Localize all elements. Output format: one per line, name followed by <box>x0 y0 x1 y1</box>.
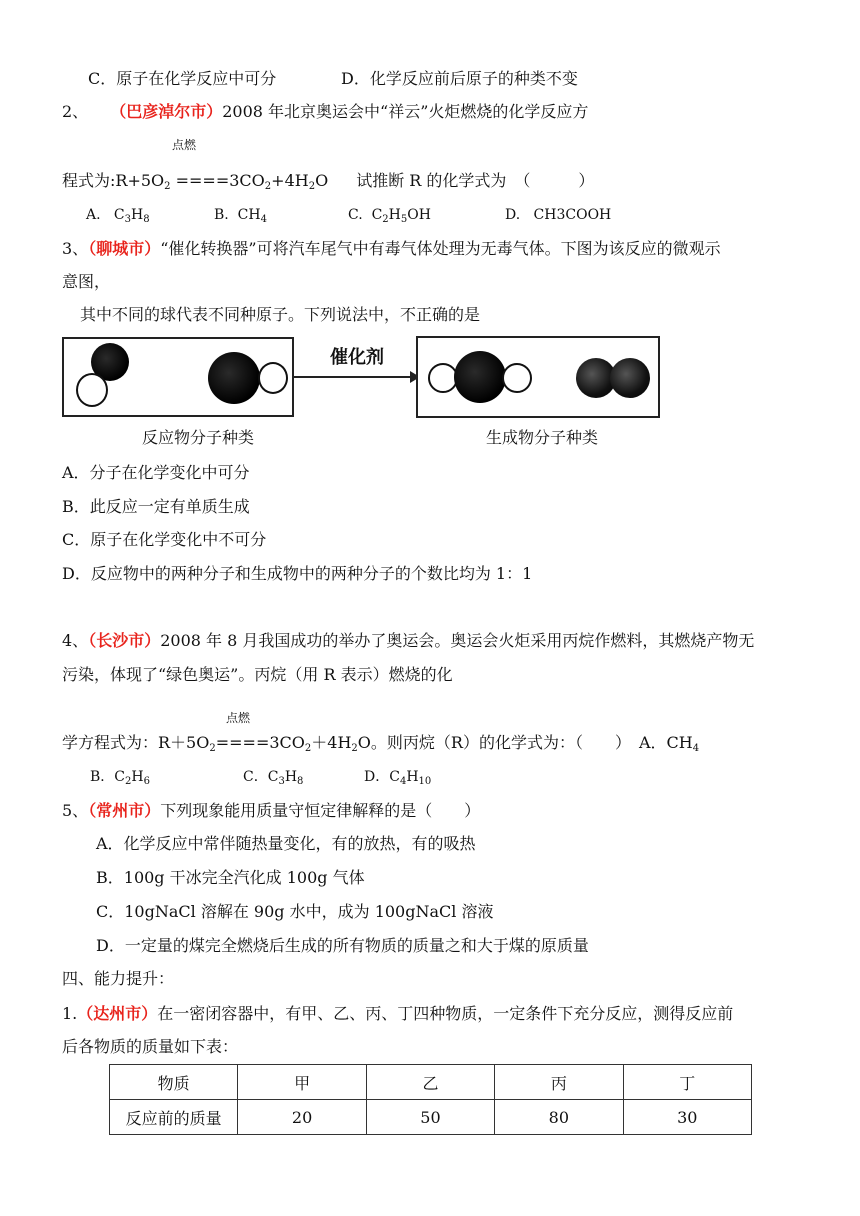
q2-eq-sub: 2 <box>308 181 316 192</box>
reactant-caption: 反应物分子种类 <box>142 428 255 447</box>
table-cell: 50 <box>366 1100 494 1135</box>
white-atom <box>258 362 288 394</box>
product-caption: 生成物分子种类 <box>486 428 599 447</box>
q2-option-d: D. CH3COOH <box>505 207 612 223</box>
dark-atom <box>454 351 506 403</box>
q3-option-b: B．此反应一定有单质生成 <box>62 497 250 516</box>
q3-text: “催化转换器”可将汽车尾气中有毒气体处理为无毒气体。下图为该反应的微观示 <box>160 239 721 258</box>
section-heading: 四、能力提升： <box>62 969 175 988</box>
product-box <box>416 336 660 418</box>
p1-number: 1. <box>62 1004 78 1023</box>
dark-atom <box>208 352 260 404</box>
table-cell: 物质 <box>110 1065 238 1100</box>
q3-stem-3: 其中不同的球代表不同种原子。下列说法中，不正确的是 <box>80 305 481 324</box>
table-header-row <box>110 1065 752 1100</box>
q4-option-c: C．$C_3H_8$ <box>243 769 304 787</box>
reactant-box <box>62 337 294 417</box>
q1-option-c: C．原子在化学反应中可分 <box>88 69 277 88</box>
q5-stem <box>62 800 480 822</box>
p1-stem-2: 后各物质的质量如下表： <box>62 1037 239 1056</box>
q4-city: （长沙市） <box>88 631 161 650</box>
q3-number: 3、 <box>62 239 89 258</box>
q2-eq-part: +4H <box>271 171 309 190</box>
q2-city: （巴彦淖尔市） <box>110 102 223 121</box>
q4-number: 4、 <box>62 631 89 650</box>
white-atom <box>76 373 108 407</box>
q5-city: （常州市） <box>88 801 161 820</box>
q5-option-d: D．一定量的煤完全燃烧后生成的所有物质的质量之和大于煤的原质量 <box>96 936 589 955</box>
q2-option-c: C. $C_2H_5OH$ <box>348 207 431 225</box>
q4-stem <box>62 630 754 652</box>
q2-eq-part: ====3CO <box>170 171 265 190</box>
q2-question: 试推断 R 的化学式为 （ ） <box>356 171 595 190</box>
q2-condition: 点燃 <box>172 138 197 152</box>
q2-option-a: A. $C_3H_8$ <box>86 207 150 225</box>
q3-option-c: C．原子在化学变化中不可分 <box>62 530 267 549</box>
q4-stem-2: 污染，体现了“绿色奥运”。丙烷（用 R 表示）燃烧的化 <box>62 665 453 684</box>
q2-eq-sub: 2 <box>164 181 171 192</box>
q2-eq-part: O <box>315 171 329 190</box>
table-cell: 反应前的质量 <box>110 1100 238 1135</box>
q2-eq-part: 程式为:R+5O <box>62 171 165 190</box>
table-cell: 20 <box>238 1100 366 1135</box>
p1-stem <box>62 1003 733 1025</box>
q2-stem <box>62 101 588 123</box>
table-cell: 甲 <box>238 1065 366 1100</box>
table-cell: 30 <box>623 1100 751 1135</box>
q4-option-b: B．$C_2H_6$ <box>90 769 150 787</box>
table-cell: 80 <box>495 1100 623 1135</box>
q2-option-b: B. $CH_4$ <box>214 207 267 225</box>
p1-city: （达州市） <box>77 1004 158 1023</box>
catalyst-label: 催化剂 <box>330 347 384 368</box>
q4-text: 2008 年 8 月我国成功的举办了奥运会。奥运会火炬采用丙烷作燃料，其燃烧产物无 <box>160 631 755 650</box>
q5-option-b: B．100g 干冰完全汽化成 100g 气体 <box>96 868 365 887</box>
reaction-arrow <box>294 370 420 384</box>
q2-equation <box>62 170 594 198</box>
q5-number: 5、 <box>62 801 89 820</box>
q4-condition: 点燃 <box>226 711 251 725</box>
q5-option-c: C．10gNaCl 溶解在 90g 水中，成为 100gNaCl 溶液 <box>96 902 494 921</box>
q2-number: 2、 <box>62 102 89 121</box>
dark-atom <box>610 358 650 398</box>
table-cell: 丙 <box>495 1065 623 1100</box>
q3-stem <box>62 238 721 260</box>
q5-option-a: A．化学反应中常伴随热量变化，有的放热，有的吸热 <box>96 834 476 853</box>
q4-option-d: D．$C_4H_{10}$ <box>364 769 432 787</box>
q3-stem-2: 意图， <box>62 272 111 291</box>
mass-table <box>109 1064 752 1135</box>
q4-equation: 学方程式为：$R+5O_2====3CO_2+4H_2O$。则丙烷（R）的化学式为：（ ） A．$CH_4$ <box>62 733 700 754</box>
table-row <box>110 1100 752 1135</box>
table-cell: 乙 <box>366 1065 494 1100</box>
q3-option-d: D．反应物中的两种分子和生成物中的两种分子的个数比均为 1：1 <box>62 564 533 583</box>
q3-option-a: A．分子在化学变化中可分 <box>62 463 250 482</box>
q3-city: （聊城市） <box>88 239 161 258</box>
table-cell: 丁 <box>623 1065 751 1100</box>
p1-text: 在一密闭容器中，有甲、乙、丙、丁四种物质，一定条件下充分反应，测得反应前 <box>157 1004 734 1023</box>
q2-eq-sub: 2 <box>264 181 272 192</box>
q5-text: 下列现象能用质量守恒定律解释的是（ ） <box>160 801 481 820</box>
white-atom <box>502 363 532 393</box>
q2-text: 2008 年北京奥运会中“祥云”火炬燃烧的化学反应方 <box>222 102 589 121</box>
q1-option-d: D．化学反应前后原子的种类不变 <box>341 69 578 88</box>
